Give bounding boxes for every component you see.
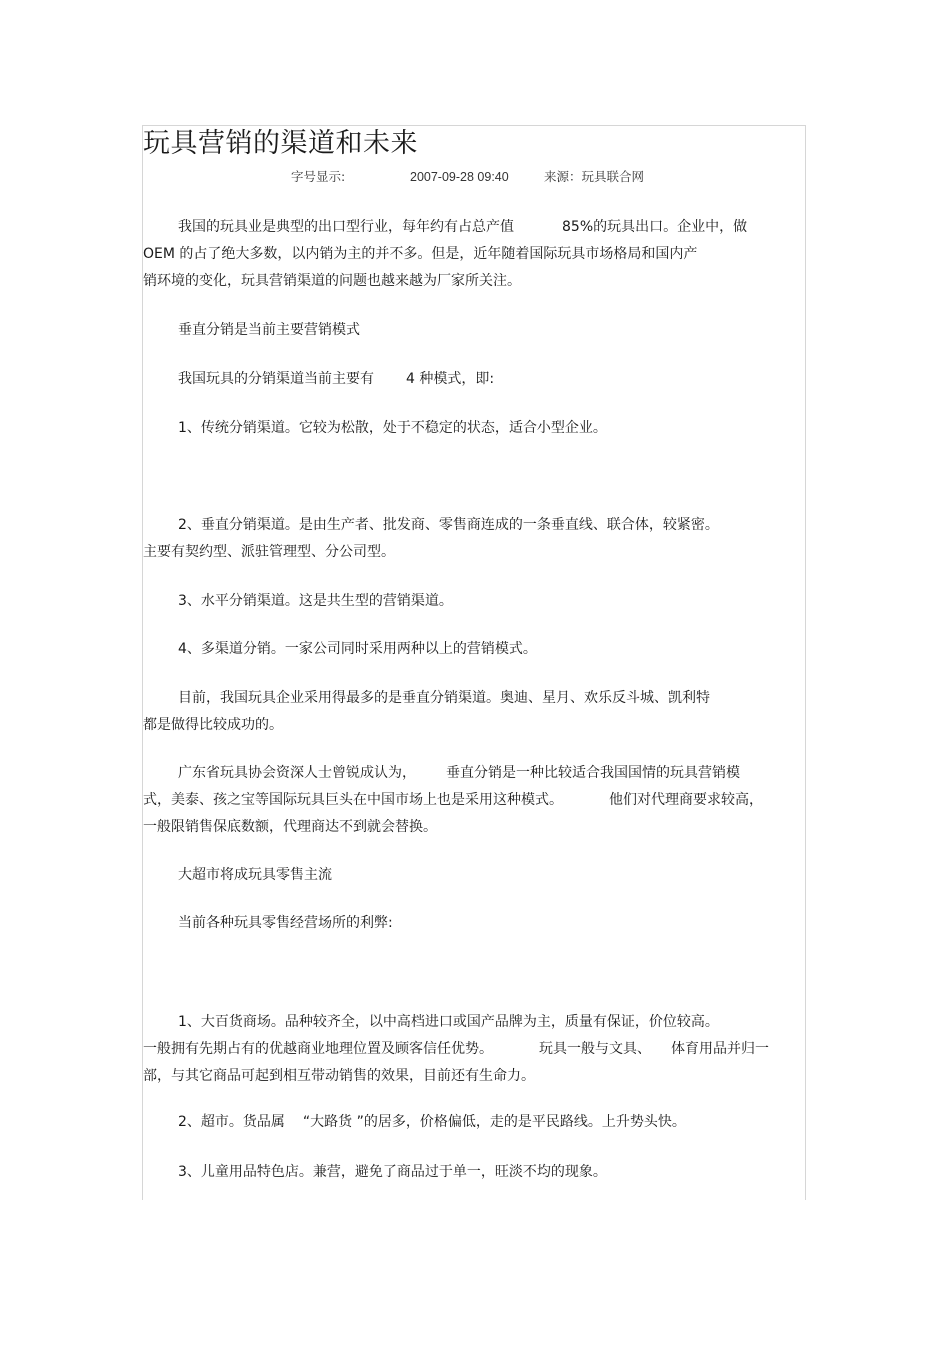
- paragraph-quote: [143, 760, 803, 841]
- text-segment: 体育用品并归一: [671, 1041, 769, 1057]
- paragraph-intro: [143, 214, 803, 295]
- text-segment: 2、超市。货品属: [178, 1114, 285, 1130]
- list-item-text: 主要有契约型、派驻管理型、分公司型。: [143, 544, 395, 560]
- list-item-text: 1、传统分销渠道。它较为松散，处于不稳定的状态，适合小型企业。: [178, 420, 607, 436]
- text-segment: 垂直分销是一种比较适合我国国情的玩具营销模: [446, 765, 740, 781]
- list-item: [143, 1109, 803, 1136]
- paragraph-line: 都是做得比较成功的。: [143, 717, 283, 733]
- publish-datetime: 2007-09-28 09:40: [410, 170, 509, 184]
- paragraph-line: [143, 787, 803, 814]
- list-item-text: 1、大百货商场。品种较齐全，以中高档进口或国产品牌为主，质量有保证，价位较高。: [178, 1014, 719, 1030]
- list-item-text: 3、儿童用品特色店。兼营，避免了商品过于单一，旺淡不均的现象。: [178, 1164, 607, 1180]
- paragraph-channels: [143, 366, 803, 393]
- list-item-text: 4、多渠道分销。一家公司同时采用两种以上的营销模式。: [178, 641, 537, 657]
- paragraph-line: [143, 366, 803, 393]
- text-segment: 他们对代理商要求较高，: [609, 792, 763, 808]
- list-item: [143, 512, 803, 566]
- paragraph-line: [143, 760, 803, 787]
- text-segment: 我国的玩具业是典型的出口型行业，每年约有占总产值: [178, 219, 514, 235]
- list-item: [143, 636, 803, 663]
- text-segment: 式，美泰、孩之宝等国际玩具巨头在中国市场上也是采用这种模式。: [143, 792, 563, 808]
- font-size-label[interactable]: 字号显示:: [291, 169, 346, 184]
- list-item-text: 部，与其它商品可起到相互带动销售的效果，目前还有生命力。: [143, 1068, 535, 1084]
- heading-text: 大超市将成玩具零售主流: [178, 867, 332, 883]
- text-segment: 广东省玩具协会资深人士曾锐成认为，: [178, 765, 416, 781]
- paragraph-line: 一般限销售保底数额，代理商达不到就会替换。: [143, 819, 437, 835]
- paragraph-line: [143, 214, 803, 241]
- list-item-text: 3、水平分销渠道。这是共生型的营销渠道。: [178, 593, 453, 609]
- text-segment: 一般拥有先期占有的优越商业地理位置及顾客信任优势。: [143, 1041, 493, 1057]
- section-heading: [143, 862, 803, 889]
- paragraph-current: [143, 685, 803, 739]
- text-segment: 我国玩具的分销渠道当前主要有: [178, 371, 374, 387]
- article-source: 来源：玩具联合网: [544, 169, 645, 184]
- list-item-text: [143, 1036, 803, 1063]
- heading-text: 垂直分销是当前主要营销模式: [178, 322, 360, 338]
- paragraph-line: OEM 的占了绝大多数，以内销为主的并不多。但是，近年随着国际玩具市场格局和国内产: [143, 246, 698, 262]
- paragraph-line: 目前，我国玩具企业采用得最多的是垂直分销渠道。奥迪、星月、欢乐反斗城、凯利特: [178, 690, 710, 706]
- list-item-text: [143, 1109, 803, 1136]
- section-heading: [143, 317, 803, 344]
- paragraph-line: 销环境的变化，玩具营销渠道的问题也越来越为厂家所关注。: [143, 273, 521, 289]
- text-segment: 玩具一般与文具、: [539, 1041, 651, 1057]
- list-item: [143, 1159, 803, 1186]
- article-title: 玩具营销的渠道和未来: [143, 128, 418, 159]
- list-item: [143, 415, 803, 442]
- text-segment: 85%的玩具出口。企业中，做: [562, 219, 748, 235]
- paragraph-retail-intro: [143, 910, 803, 937]
- text-segment: “大路货 ”的居多，价格偏低，走的是平民路线。上升势头快。: [302, 1114, 686, 1130]
- text-segment: 4 种模式，即:: [406, 371, 495, 387]
- list-item: [143, 588, 803, 615]
- list-item: [143, 1009, 803, 1090]
- paragraph-line: 当前各种玩具零售经营场所的利弊:: [178, 915, 393, 931]
- list-item-text: 2、垂直分销渠道。是由生产者、批发商、零售商连成的一条垂直线、联合体，较紧密。: [178, 517, 719, 533]
